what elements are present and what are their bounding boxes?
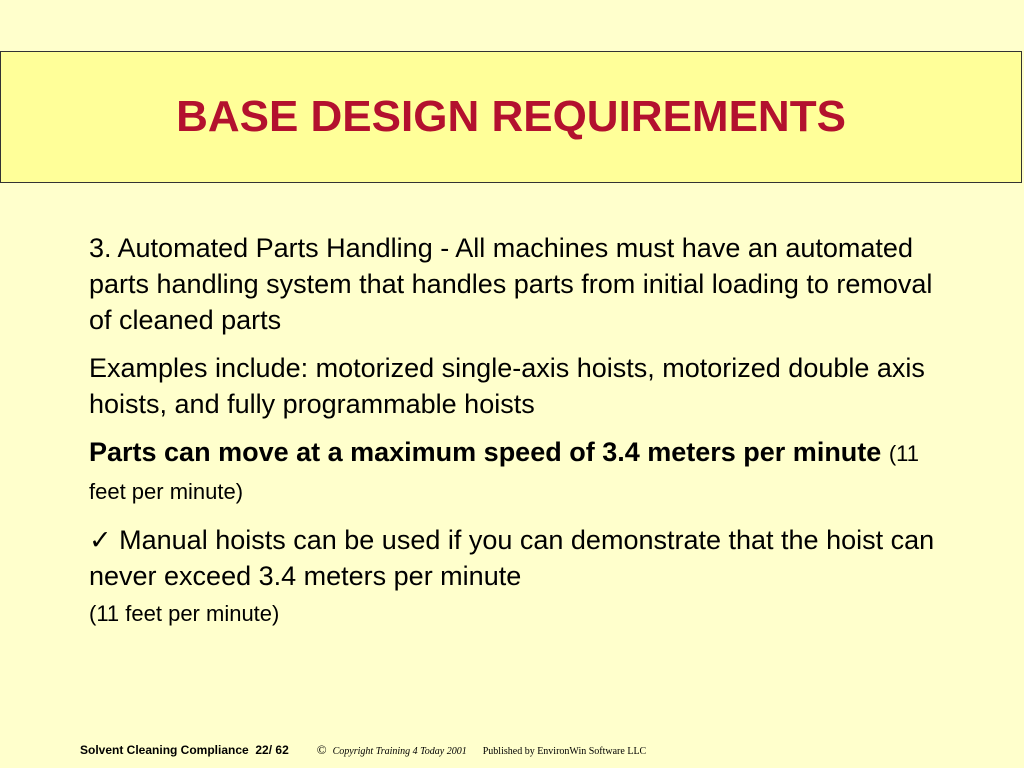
copyright-icon: © [316,742,327,757]
footer-course [80,743,289,757]
course-name: Solvent Cleaning Compliance [80,743,249,757]
title-banner [0,51,1022,183]
page-number: 22/ 62 [255,743,289,757]
paragraph-parts-handling: 3. Automated Parts Handling - All machines must have an automated parts handling system that handles parts from initial loading to removal of cleaned parts [89,233,933,335]
slide-title: BASE DESIGN REQUIREMENTS [176,92,846,141]
slide-footer [80,742,646,760]
max-speed-imperial: (11 feet per minute) [89,441,919,504]
paragraph-max-speed [89,434,939,510]
slide-body [89,230,939,644]
copyright-text: Copyright Training 4 Today 2001 [332,746,467,757]
manual-hoists-imperial: (11 feet per minute) [89,601,280,626]
manual-hoists-text: Manual hoists can be used if you can demonstrate that the hoist can never exceed 3.4 meters per minute [89,525,935,591]
checkmark-icon: ✓ [89,525,112,555]
paragraph-manual-hoists [89,522,939,632]
publisher-text: Published by EnvironWin Software LLC [482,746,647,757]
paragraph-examples: Examples include: motorized single-axis hoists, motorized double axis hoists, and fully programmable hoists [89,353,925,419]
max-speed-text: Parts can move at a maximum speed of 3.4 meters per minute [89,437,882,467]
